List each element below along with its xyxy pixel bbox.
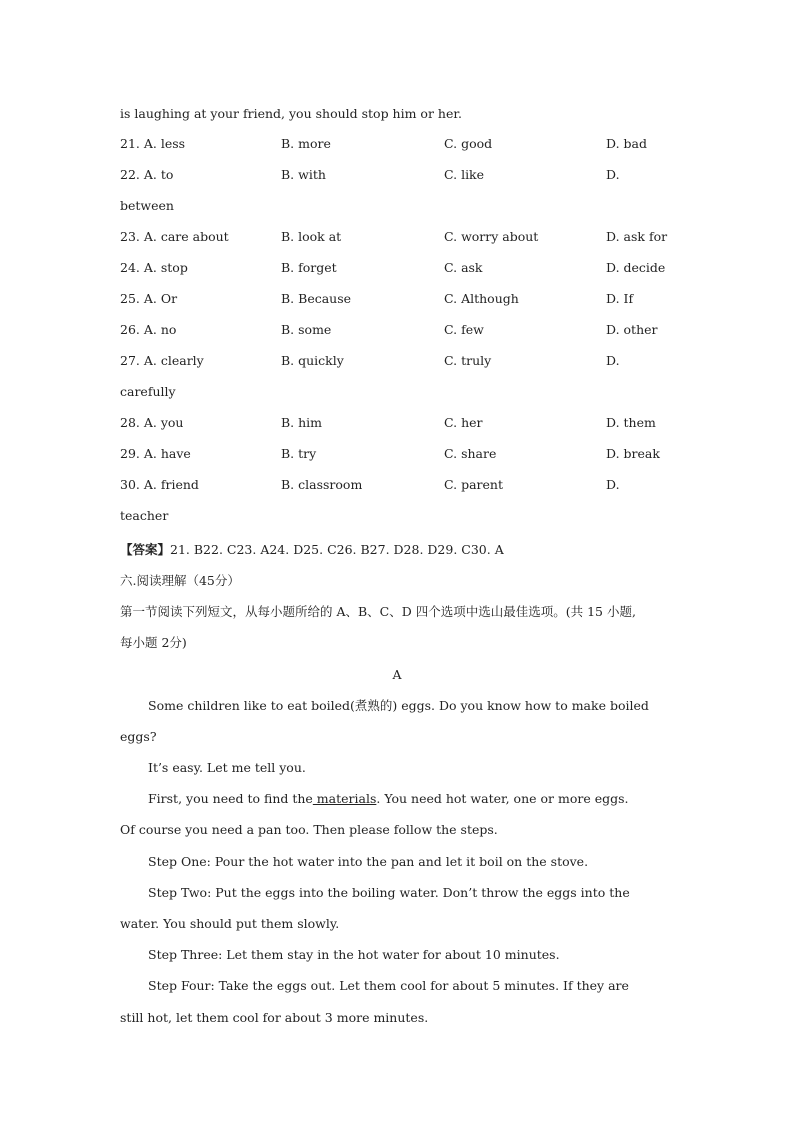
instructions-line-1: 第一节阅读下列短文，从每小题所给的 A、B、C、D 四个选项中选山最佳选项。(共 15 小题, bbox=[120, 604, 636, 619]
paragraph-3-post: . You need hot water, one or more eggs. bbox=[376, 791, 629, 806]
option-a bbox=[120, 136, 185, 152]
question-number: 22. bbox=[120, 167, 140, 182]
option-text: A. no bbox=[143, 322, 177, 337]
option-a bbox=[120, 260, 188, 276]
option-d: D. ask for bbox=[606, 229, 668, 244]
paragraph-3a bbox=[148, 791, 629, 807]
option-a bbox=[120, 477, 199, 493]
question-number: 21. bbox=[120, 136, 140, 151]
option-text: A. friend bbox=[143, 477, 199, 492]
section-title: 六.阅读理解（45分） bbox=[120, 573, 240, 588]
option-a bbox=[120, 446, 191, 462]
option-d: D. decide bbox=[606, 260, 666, 275]
option-d: D. bad bbox=[606, 136, 647, 151]
option-c: C. worry about bbox=[444, 229, 539, 244]
option-b: B. look at bbox=[281, 229, 342, 244]
option-a bbox=[120, 291, 177, 307]
option-d: D. them bbox=[606, 415, 656, 430]
paragraph-3-pre: First, you need to find the bbox=[148, 791, 313, 806]
passage-letter: A bbox=[392, 667, 402, 682]
option-b: B. Because bbox=[281, 291, 352, 306]
paragraph-3b: Of course you need a pan too. Then please follow the steps. bbox=[120, 822, 498, 837]
option-text: A. stop bbox=[143, 260, 188, 275]
option-c: C. ask bbox=[444, 260, 483, 275]
question-number: 26. bbox=[120, 322, 140, 337]
option-d-wrapped: carefully bbox=[120, 384, 176, 399]
step-four-a: Step Four: Take the eggs out. Let them cool for about 5 minutes. If they are bbox=[148, 978, 629, 993]
step-four-b: still hot, let them cool for about 3 more minutes. bbox=[120, 1010, 429, 1025]
instructions-line-2: 每小题 2分) bbox=[120, 635, 187, 650]
question-number: 30. bbox=[120, 477, 140, 492]
option-b: B. quickly bbox=[281, 353, 344, 368]
option-text: A. have bbox=[143, 446, 191, 461]
option-a bbox=[120, 167, 173, 183]
answer-line bbox=[120, 542, 504, 558]
question-number: 28. bbox=[120, 415, 140, 430]
answer-label: 【答案】 bbox=[120, 542, 171, 557]
step-three: Step Three: Let them stay in the hot water for about 10 minutes. bbox=[148, 947, 560, 962]
option-b: B. more bbox=[281, 136, 331, 151]
option-b: B. with bbox=[281, 167, 326, 182]
option-d: D. bbox=[606, 167, 620, 182]
option-d: D. bbox=[606, 477, 620, 492]
option-text: A. care about bbox=[143, 229, 229, 244]
question-number: 24. bbox=[120, 260, 140, 275]
question-number: 23. bbox=[120, 229, 140, 244]
option-text: A. you bbox=[143, 415, 184, 430]
option-d: D. If bbox=[606, 291, 634, 306]
option-a bbox=[120, 353, 204, 369]
question-number: 27. bbox=[120, 353, 140, 368]
option-text: A. Or bbox=[143, 291, 178, 306]
option-c: C. parent bbox=[444, 477, 503, 492]
option-d-wrapped: between bbox=[120, 198, 174, 213]
answer-text: 21. B22. C23. A24. D25. C26. B27. D28. D29. C30. A bbox=[170, 542, 504, 557]
step-two-b: water. You should put them slowly. bbox=[120, 916, 340, 931]
materials-underlined: materials bbox=[312, 791, 377, 806]
option-d: D. bbox=[606, 353, 620, 368]
option-d-wrapped: teacher bbox=[120, 508, 169, 523]
option-d: D. break bbox=[606, 446, 660, 461]
option-c: C. good bbox=[444, 136, 493, 151]
option-c: C. her bbox=[444, 415, 483, 430]
option-b: B. him bbox=[281, 415, 323, 430]
option-c: C. like bbox=[444, 167, 485, 182]
paragraph-1a: Some children like to eat boiled(煮熟的) eggs. Do you know how to make boiled bbox=[148, 698, 649, 713]
question-number: 29. bbox=[120, 446, 140, 461]
option-text: A. clearly bbox=[143, 353, 204, 368]
option-c: C. share bbox=[444, 446, 497, 461]
intro-line: is laughing at your friend, you should stop him or her. bbox=[120, 106, 462, 121]
paragraph-2: It’s easy. Let me tell you. bbox=[148, 760, 306, 775]
option-b: B. try bbox=[281, 446, 317, 461]
option-c: C. truly bbox=[444, 353, 492, 368]
step-one: Step One: Pour the hot water into the pan and let it boil on the stove. bbox=[148, 854, 589, 869]
step-two-a: Step Two: Put the eggs into the boiling water. Don’t throw the eggs into the bbox=[148, 885, 630, 900]
question-number: 25. bbox=[120, 291, 140, 306]
option-d: D. other bbox=[606, 322, 658, 337]
option-c: C. few bbox=[444, 322, 484, 337]
option-b: B. classroom bbox=[281, 477, 363, 492]
option-c: C. Although bbox=[444, 291, 519, 306]
option-a bbox=[120, 229, 229, 245]
option-b: B. some bbox=[281, 322, 332, 337]
paragraph-1b: eggs? bbox=[120, 729, 157, 744]
option-a bbox=[120, 322, 176, 338]
option-a bbox=[120, 415, 184, 431]
option-b: B. forget bbox=[281, 260, 337, 275]
option-text: A. to bbox=[143, 167, 174, 182]
option-text: A. less bbox=[143, 136, 186, 151]
